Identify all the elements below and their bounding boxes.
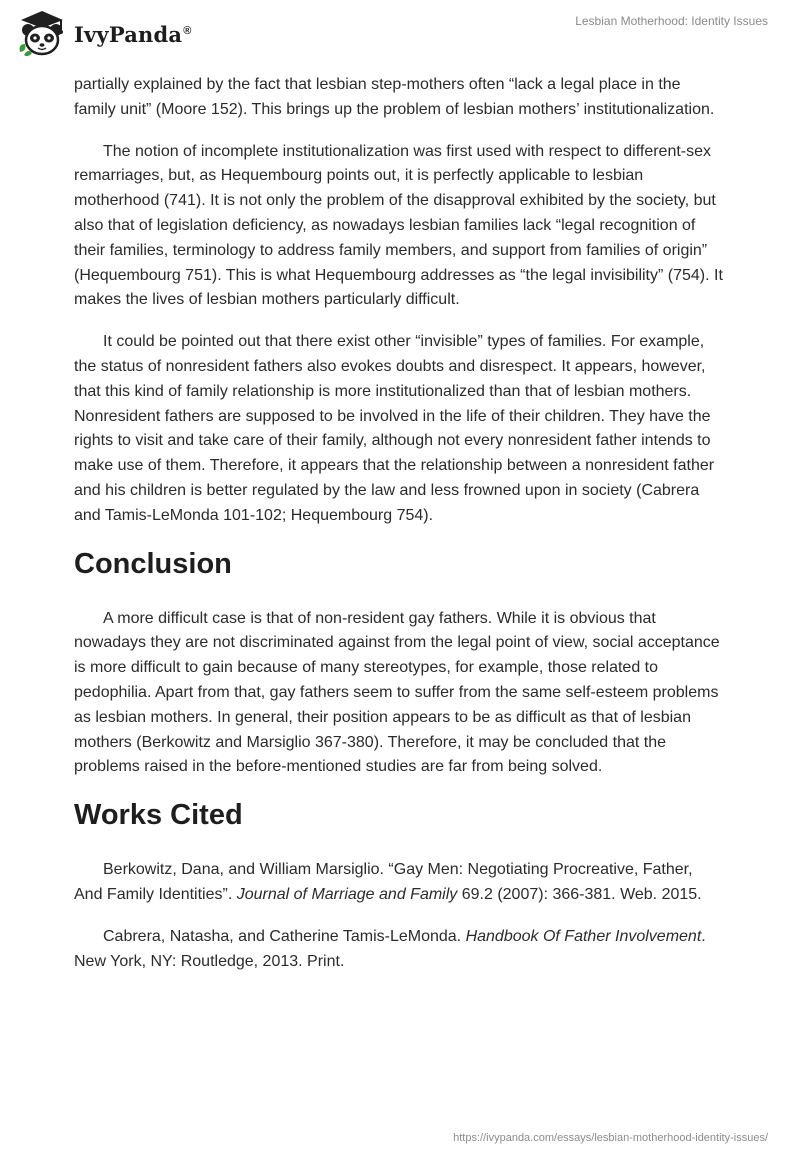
panda-logo-icon [16, 8, 68, 60]
citation-2-book: Handbook Of Father Involvement [465, 927, 702, 945]
paragraph-2: The notion of incomplete institutionalization was first used with respect to different-sex remarriages, but, as Hequembourg points out, it is perfectly applicable to lesbian motherhood (741). It is not only the problem of the disapproval exhibited by the society, but also that of legislation deficiency, as nowadays lesbian families lack “legal recognition of their families, terminology to address family members, and support from families of origin” (Hequembourg 751). This is what Hequembourg addresses as “the legal invisibility” (754). It makes the lives of lesbian mothers particularly difficult. [74, 142, 723, 309]
document-title: Lesbian Motherhood: Identity Issues [575, 14, 768, 28]
conclusion-heading: Conclusion [74, 547, 232, 580]
citation-1-journal: Journal of Marriage and Family [236, 885, 458, 903]
citation-1-authors: Berkowitz, Dana, and William Marsiglio. “Gay Men: Negotiating Procreative, Father, And Family Identities”. [74, 861, 693, 903]
citation-1 [74, 858, 724, 908]
brand-logo[interactable] [16, 8, 192, 60]
citation-2 [74, 925, 724, 975]
paragraph-1: partially explained by the fact that lesbian step-mothers often “lack a legal place in the family unit” (Moore 152). This brings up the problem of lesbian mothers’ institutionalization. [74, 76, 715, 118]
works-cited-heading: Works Cited [74, 799, 243, 832]
paragraph-4: A more difficult case is that of non-resident gay fathers. While it is obvious that nowadays they are not discriminated against from the legal point of view, social acceptance is more difficult to gain because of many stereotypes, for example, those related to pedophilia. Apart from that, gay fathers seem to suffer from the same self-esteem problems as lesbian mothers. In general, their position appears to be as difficult as that of lesbian mothers (Berkowitz and Marsiglio 367-380). Therefore, it may be concluded that the problems raised in the before-mentioned studies are far from being solved. [74, 609, 720, 776]
brand-name: IvyPanda® [74, 21, 192, 47]
paragraph-3: It could be pointed out that there exist other “invisible” types of families. For example, the status of nonresident fathers also evokes doubts and disrespect. It appears, however, that this kind of family relationship is more institutionalized than that of lesbian mothers. Nonresident fathers are supposed to be involved in the life of their children. They have the rights to visit and take care of their family, although not every nonresident father intends to make use of them. Therefore, it appears that the relationship between a nonresident father and his children is better regulated by the law and less frowned upon in society (Cabrera and Tamis-LeMonda 101-102; Hequembourg 754). [74, 333, 715, 524]
citation-2-authors: Cabrera, Natasha, and Catherine Tamis-LeMonda. [103, 927, 466, 945]
citation-2-details: . New York, NY: Routledge, 2013. Print. [74, 927, 706, 970]
registered-mark: ® [183, 24, 192, 37]
essay-body [74, 73, 724, 991]
citation-1-details: 69.2 (2007): 366-381. Web. 2015. [457, 885, 702, 903]
source-url-link[interactable]: https://ivypanda.com/essays/lesbian-motherhood-identity-issues/ [453, 1132, 768, 1144]
page-header [0, 0, 800, 68]
